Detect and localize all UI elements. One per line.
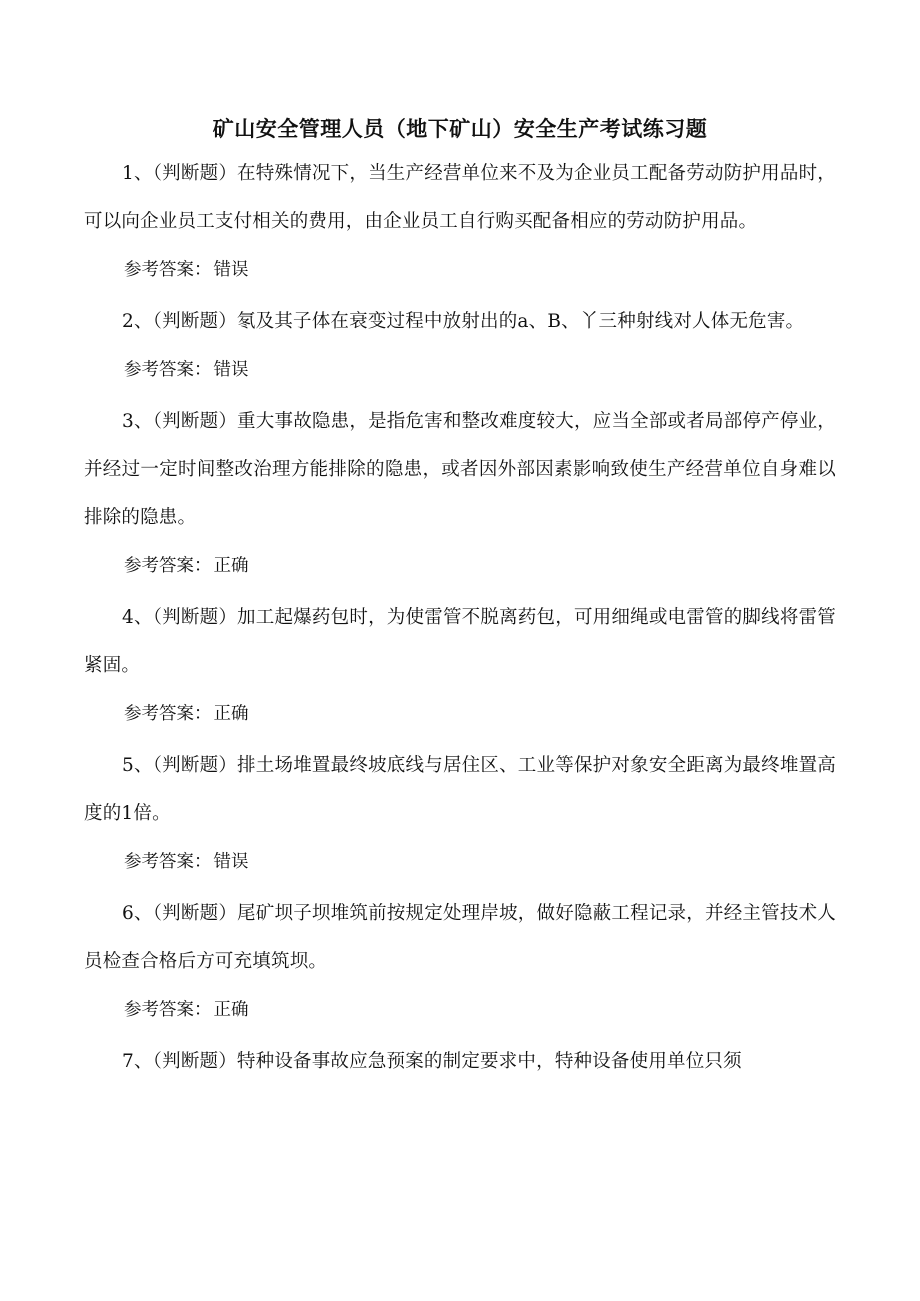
question-text: 3、（判断题）重大事故隐患，是指危害和整改难度较大，应当全部或者局部停产停业，并经过一定时间整改治理方能排除的隐患，或者因外部因素影响致使生产经营单位自身难以排除的隐患。 — [84, 411, 836, 528]
document-title: 矿山安全管理人员（地下矿山）安全生产考试练习题 — [212, 116, 708, 141]
answer-label: 参考答案： — [124, 852, 212, 872]
question-text: 2、（判断题）氡及其子体在衰变过程中放射出的a、B、丫三种射线对人体无危害。 — [122, 311, 805, 332]
answer-line — [84, 246, 836, 294]
question-text: 1、（判断题）在特殊情况下，当生产经营单位来不及为企业员工配备劳动防护用品时，可以向企业员工支付相关的费用，由企业员工自行购买配备相应的劳动防护用品。 — [84, 163, 836, 232]
answer-line — [84, 542, 836, 590]
answer-value: 错误 — [213, 260, 249, 280]
answer-line — [84, 838, 836, 886]
answer-line — [84, 690, 836, 738]
question-text: 4、（判断题）加工起爆药包时，为使雷管不脱离药包，可用细绳或电雷管的脚线将雷管紧固。 — [84, 607, 836, 676]
question-text: 7、（判断题）特种设备事故应急预案的制定要求中，特种设备使用单位只须 — [122, 1051, 742, 1072]
question-list — [84, 150, 836, 1086]
answer-value: 正确 — [213, 704, 249, 724]
answer-line — [84, 986, 836, 1034]
answer-label: 参考答案： — [124, 1000, 212, 1020]
answer-value: 错误 — [213, 360, 249, 380]
answer-value: 正确 — [213, 1000, 249, 1020]
answer-value: 错误 — [213, 852, 249, 872]
answer-label: 参考答案： — [124, 704, 212, 724]
answer-label: 参考答案： — [124, 556, 212, 576]
answer-label: 参考答案： — [124, 260, 212, 280]
answer-value: 正确 — [213, 556, 249, 576]
answer-label: 参考答案： — [124, 360, 212, 380]
question-text: 6、（判断题）尾矿坝子坝堆筑前按规定处理岸坡，做好隐蔽工程记录，并经主管技术人员检查合格后方可充填筑坝。 — [84, 903, 836, 972]
question-text: 5、（判断题）排土场堆置最终坡底线与居住区、工业等保护对象安全距离为最终堆置高度的1倍。 — [84, 755, 836, 824]
answer-line — [84, 346, 836, 394]
